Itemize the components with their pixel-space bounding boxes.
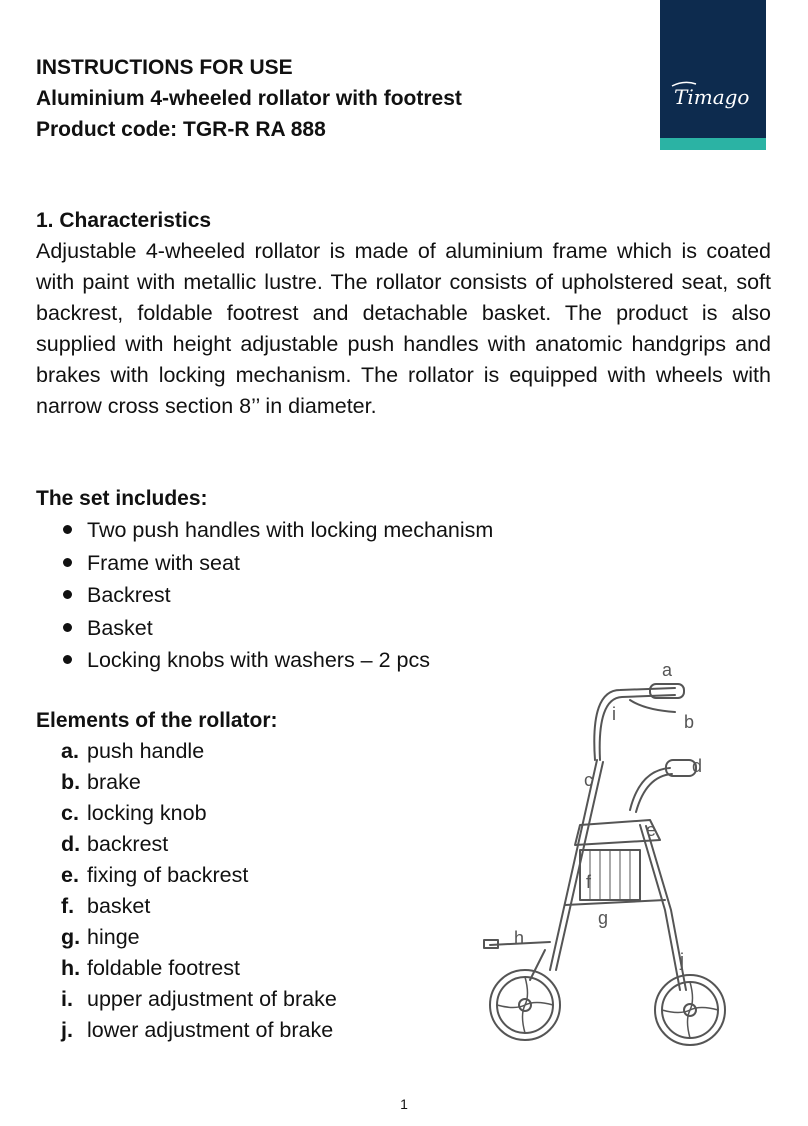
label-j: j bbox=[680, 950, 684, 970]
characteristics-title: 1. Characteristics bbox=[36, 209, 212, 232]
label-b: b bbox=[684, 712, 695, 732]
set-includes-list bbox=[36, 514, 493, 677]
list-item: Frame with seat bbox=[36, 547, 493, 580]
list-item: h. foldable footrest bbox=[61, 956, 240, 980]
list-item: Backrest bbox=[36, 579, 493, 612]
bullet-icon bbox=[63, 655, 72, 664]
list-item: f. basket bbox=[61, 894, 151, 918]
characteristics-text: Adjustable 4-wheeled rollator is made of aluminium frame which is coated with paint with metallic lustre. The rollator consists of upholstered seat, soft backrest, foldable footrest and detachable basket. The product is also supplied with height adjustable push handles with anatomic handgrips and brakes with locking mechanism. The rollator is equipped with wheels with narrow cross section 8’’ in diameter. bbox=[36, 239, 771, 418]
logo-wordmark bbox=[670, 78, 756, 118]
product-code: Product code: TGR-R RA 888 bbox=[36, 118, 326, 141]
bullet-icon bbox=[63, 558, 72, 567]
list-item: j. lower adjustment of brake bbox=[61, 1018, 334, 1042]
list-item: Basket bbox=[36, 612, 493, 645]
brand-logo bbox=[660, 0, 766, 150]
doc-title: INSTRUCTIONS FOR USE bbox=[36, 56, 293, 79]
elements-list bbox=[36, 736, 337, 1046]
product-name: Aluminium 4-wheeled rollator with footrest bbox=[36, 87, 462, 110]
page-number: 1 bbox=[400, 1096, 408, 1112]
bullet-icon bbox=[63, 623, 72, 632]
list-item: Locking knobs with washers – 2 pcs bbox=[36, 644, 493, 677]
label-e: e bbox=[646, 820, 657, 840]
logo-teal-stripe bbox=[660, 138, 766, 150]
label-f: f bbox=[586, 872, 592, 892]
bullet-icon bbox=[63, 525, 72, 534]
bullet-icon bbox=[63, 590, 72, 599]
set-includes-title: The set includes: bbox=[36, 487, 208, 510]
list-item: Two push handles with locking mechanism bbox=[36, 514, 493, 547]
logo-text: Timago bbox=[674, 85, 750, 109]
list-item: e. fixing of backrest bbox=[61, 863, 249, 887]
label-a: a bbox=[662, 660, 673, 680]
list-item: a. push handle bbox=[61, 739, 205, 763]
label-g: g bbox=[598, 908, 609, 928]
label-d: d bbox=[692, 756, 703, 776]
list-item: b. brake bbox=[61, 770, 141, 794]
list-item: i. upper adjustment of brake bbox=[61, 987, 337, 1011]
elements-title: Elements of the rollator: bbox=[36, 709, 278, 732]
list-item: g. hinge bbox=[61, 925, 140, 949]
label-c: c bbox=[584, 770, 593, 790]
rollator-diagram bbox=[470, 650, 770, 1050]
list-item: d. backrest bbox=[61, 832, 169, 856]
label-h: h bbox=[514, 928, 525, 948]
label-i: i bbox=[612, 704, 616, 724]
list-item: c. locking knob bbox=[61, 801, 207, 825]
document-header bbox=[36, 52, 636, 145]
